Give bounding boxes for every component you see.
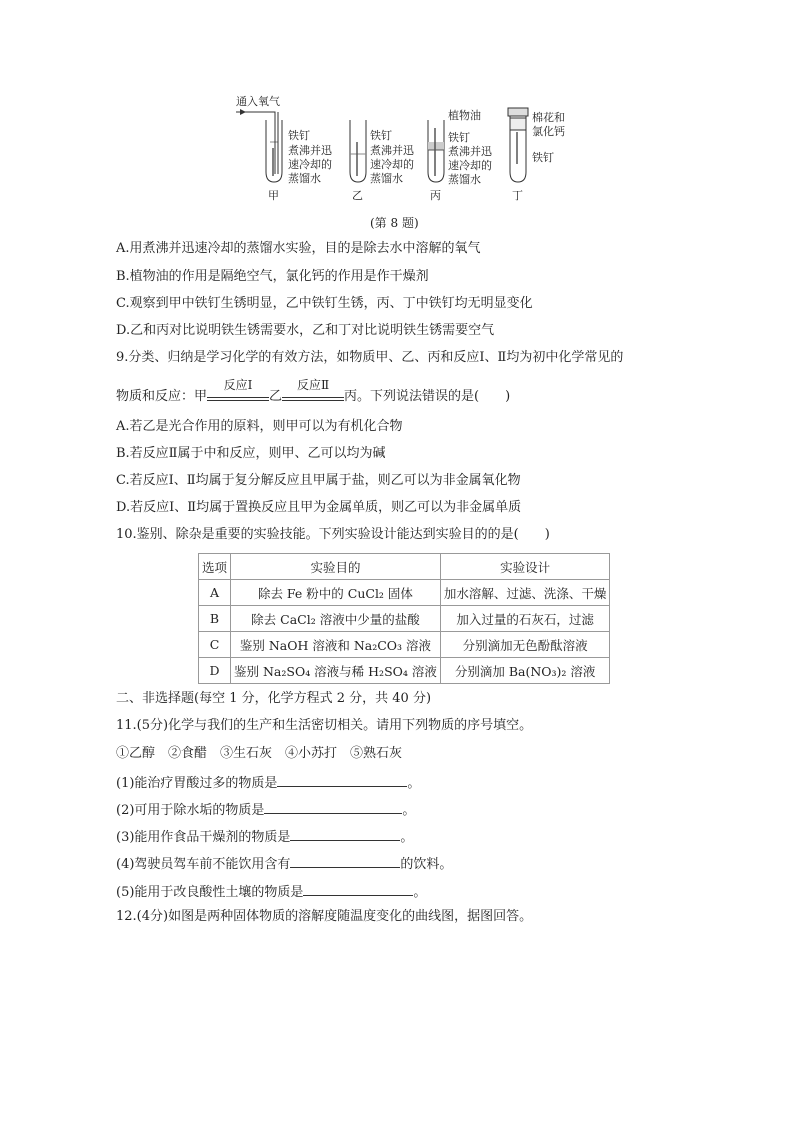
blank-prompt: (5)能用于改良酸性土壤的物质是 <box>116 885 304 900</box>
tube-jia <box>240 112 282 182</box>
tube-b-water-label-2: 速冷却的 <box>370 158 414 171</box>
q9-stem-pre: 物质和反应：甲 <box>116 389 208 404</box>
tube-b-water-label-3: 蒸馏水 <box>370 172 403 185</box>
figure-caption: (第 8 题) <box>370 216 419 230</box>
q9-option-d: D.若反应Ⅰ、Ⅱ均属于置换反应且甲为金属单质，则乙可以为非金属单质 <box>116 500 522 515</box>
q11-stem: 11.(5分)化学与我们的生产和生活密切相关。请用下列物质的序号填空。 <box>116 718 533 733</box>
tube-b-nail-label: 铁钉 <box>370 129 392 142</box>
tube-label-bing: 丙 <box>430 189 441 202</box>
row-design: 加入过量的石灰石，过滤 <box>440 606 610 632</box>
row-opt: A <box>199 580 231 606</box>
row-aim: 鉴别 NaOH 溶液和 Na₂CO₃ 溶液 <box>231 632 441 658</box>
tube-a-nail-label: 铁钉 <box>288 129 310 142</box>
q11-choices: ①乙醇 ②食醋 ③生石灰 ④小苏打 ⑤熟石灰 <box>116 746 403 761</box>
row-aim: 鉴别 Na₂SO₄ 溶液与稀 H₂SO₄ 溶液 <box>231 658 441 684</box>
q9-stem-line1: 9.分类、归纳是学习化学的有效方法，如物质甲、乙、丙和反应Ⅰ、Ⅱ均为初中化学常见的 <box>116 350 624 365</box>
q9-stem-line2 <box>116 378 511 406</box>
q8-option-a: A.用煮沸并迅速冷却的蒸馏水实验，目的是除去水中溶解的氧气 <box>116 241 481 256</box>
row-opt: C <box>199 632 231 658</box>
tube-b-water-label-1: 煮沸并迅 <box>370 144 414 157</box>
tube-label-ding: 丁 <box>512 189 523 202</box>
q8-figure <box>226 92 586 208</box>
blank-suffix: 。 <box>413 885 427 900</box>
q10-stem: 10.鉴别、除杂是重要的实验技能。下列实验设计能达到实验目的的是( ) <box>116 527 550 542</box>
row-design: 加水溶解、过滤、洗涤、干燥 <box>440 580 610 606</box>
row-design: 分别滴加无色酚酞溶液 <box>440 632 610 658</box>
tube-c-oil-label: 植物油 <box>448 109 481 122</box>
tube-c-water-label-2: 速冷却的 <box>448 159 492 172</box>
blank-prompt: (1)能治疗胃酸过多的物质是 <box>116 776 278 791</box>
row-aim: 除去 Fe 粉中的 CuCl₂ 固体 <box>231 580 441 606</box>
table-row <box>199 580 610 606</box>
header-aim: 实验目的 <box>231 554 441 580</box>
answer-blank[interactable] <box>290 853 400 868</box>
answer-blank[interactable] <box>277 772 407 787</box>
tube-a-water-label-2: 速冷却的 <box>288 158 332 171</box>
tube-label-jia: 甲 <box>268 189 279 202</box>
q11-blank-5 <box>116 881 426 902</box>
blank-prompt: (2)可用于除水垢的物质是 <box>116 803 265 818</box>
row-opt: D <box>199 658 231 684</box>
row-aim: 除去 CaCl₂ 溶液中少量的盐酸 <box>231 606 441 632</box>
row-design: 分别滴加 Ba(NO₃)₂ 溶液 <box>440 658 610 684</box>
reaction2-label: 反应Ⅱ <box>296 378 330 392</box>
table-header-row <box>199 554 610 580</box>
q9-option-b: B.若反应Ⅱ属于中和反应，则甲、乙可以均为碱 <box>116 446 386 461</box>
table-row <box>199 606 610 632</box>
q9-option-c: C.若反应Ⅰ、Ⅱ均属于复分解反应且甲属于盐，则乙可以为非金属氧化物 <box>116 473 521 488</box>
table-row <box>199 632 610 658</box>
table-row <box>199 658 610 684</box>
tube-c-water-label-3: 蒸馏水 <box>448 173 481 186</box>
tube-label-yi: 乙 <box>352 189 363 202</box>
q9-mid: 乙 <box>269 389 283 404</box>
q11-blank-3 <box>116 826 413 847</box>
reaction1-label: 反应Ⅰ <box>223 378 253 392</box>
blank-suffix: 。 <box>407 776 421 791</box>
tube-d-cotton-label-1: 棉花和 <box>532 111 565 124</box>
header-option: 选项 <box>199 554 231 580</box>
blank-suffix: 的饮料。 <box>400 857 453 872</box>
blank-suffix: 。 <box>402 803 416 818</box>
tube-d-nail-label: 铁钉 <box>532 151 554 164</box>
header-design: 实验设计 <box>440 554 610 580</box>
row-opt: B <box>199 606 231 632</box>
tube-a-water-label-1: 煮沸并迅 <box>288 144 332 157</box>
answer-blank[interactable] <box>303 881 413 896</box>
tube-c-water-label-1: 煮沸并迅 <box>448 145 492 158</box>
blank-suffix: 。 <box>400 830 414 845</box>
answer-blank[interactable] <box>290 826 400 841</box>
answer-blank[interactable] <box>264 799 402 814</box>
q9-option-a: A.若乙是光合作用的原料，则甲可以为有机化合物 <box>116 419 403 434</box>
blank-prompt: (4)驾驶员驾车前不能饮用含有 <box>116 857 291 872</box>
q11-blank-4 <box>116 853 452 874</box>
q8-option-c: C.观察到甲中铁钉生锈明显，乙中铁钉生锈，丙、丁中铁钉均无明显变化 <box>116 296 533 311</box>
oxygen-label: 通入氧气 <box>236 95 280 108</box>
q12-stem: 12.(4分)如图是两种固体物质的溶解度随温度变化的曲线图，据图回答。 <box>116 909 533 924</box>
q8-option-d: D.乙和丙对比说明铁生锈需要水，乙和丁对比说明铁生锈需要空气 <box>116 323 495 338</box>
reaction2-arrow <box>282 378 344 406</box>
q11-blank-1 <box>116 772 420 793</box>
tube-ding <box>508 108 528 182</box>
tube-bing <box>428 120 444 182</box>
q10-table <box>198 553 610 684</box>
q11-blank-2 <box>116 799 415 820</box>
tube-yi <box>350 120 366 182</box>
reaction1-arrow <box>207 378 269 406</box>
tube-c-nail-label: 铁钉 <box>448 131 470 144</box>
tube-d-cotton-label-2: 氯化钙 <box>532 125 565 138</box>
section2-title: 二、非选择题(每空 1 分，化学方程式 2 分，共 40 分) <box>116 691 432 706</box>
blank-prompt: (3)能用作食品干燥剂的物质是 <box>116 830 291 845</box>
q9-stem-post: 丙。下列说法错误的是( ) <box>344 389 511 404</box>
q8-option-b: B.植物油的作用是隔绝空气，氯化钙的作用是作干燥剂 <box>116 269 429 284</box>
tube-a-water-label-3: 蒸馏水 <box>288 172 321 185</box>
